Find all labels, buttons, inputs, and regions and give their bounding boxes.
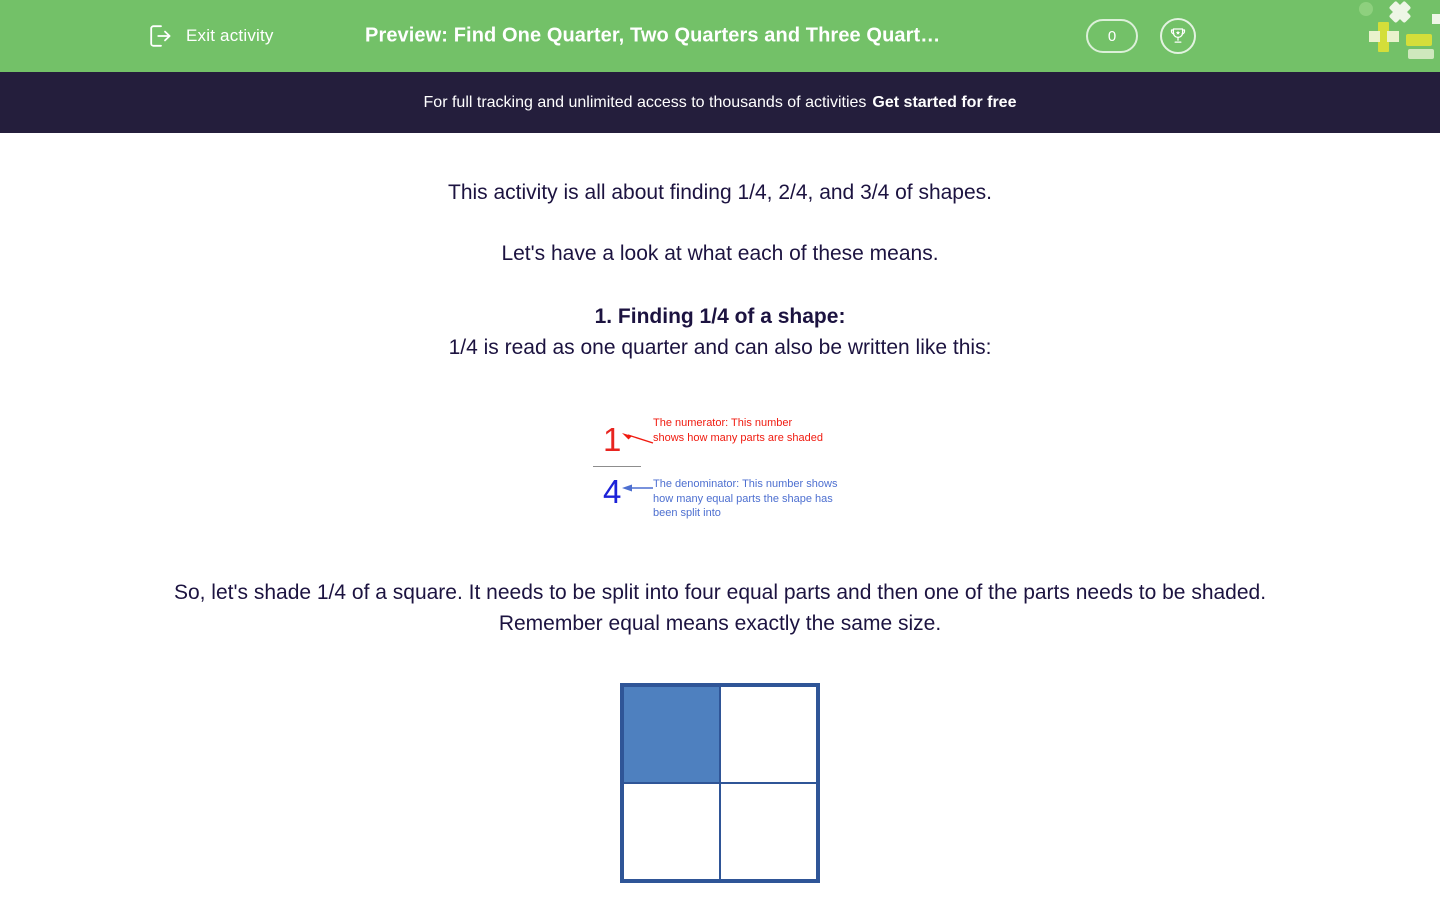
section-heading: 1. Finding 1/4 of a shape: (594, 305, 846, 328)
numerator-arrow-icon (620, 431, 654, 450)
trophy-icon (1168, 26, 1188, 46)
app-header (0, 0, 1440, 72)
quarter-square-figure (620, 683, 820, 883)
denominator-note: The denominator: This number shows how many equal parts the shape has been split into (653, 478, 838, 520)
quadrant-top-right (720, 686, 817, 783)
trophy-button[interactable] (1160, 18, 1196, 54)
fraction-bar (593, 466, 641, 467)
decorative-confetti (1350, 0, 1440, 62)
promo-text: For full tracking and unlimited access to thousands of activities (423, 93, 867, 111)
shade-paragraph: So, let's shade 1/4 of a square. It needs to be split into four equal parts and then one of the parts needs to be shaded. (173, 581, 1267, 604)
fraction-numerator: 1 (603, 421, 622, 458)
exit-activity-button[interactable] (148, 24, 274, 48)
intro-line-2: Let's have a look at what each of these means. (501, 242, 939, 265)
fraction-annotation-figure (575, 401, 865, 531)
exit-arrow-icon (148, 24, 174, 48)
quadrant-bottom-right (720, 783, 817, 880)
activity-content (0, 133, 1440, 883)
score-value: 0 (1107, 27, 1117, 45)
get-started-link[interactable]: Get started for free (872, 93, 1017, 111)
promo-banner (0, 72, 1440, 133)
section-subheading: 1/4 is read as one quarter and can also be written like this: (448, 336, 992, 359)
page-title: Preview: Find One Quarter, Two Quarters and Three Quart… (365, 24, 941, 47)
fraction-denominator: 4 (603, 473, 622, 510)
exit-activity-label: Exit activity (186, 26, 274, 45)
quadrant-bottom-left (623, 783, 720, 880)
score-badge[interactable] (1086, 19, 1138, 53)
quadrant-top-left (623, 686, 720, 783)
header-actions (1086, 18, 1196, 54)
remember-line: Remember equal means exactly the same size. (498, 612, 942, 635)
numerator-note: The numerator: This number shows how many parts are shaded (653, 417, 823, 444)
intro-line-1: This activity is all about finding 1/4, 2/4, and 3/4 of shapes. (448, 181, 992, 204)
denominator-arrow-icon (620, 481, 654, 499)
